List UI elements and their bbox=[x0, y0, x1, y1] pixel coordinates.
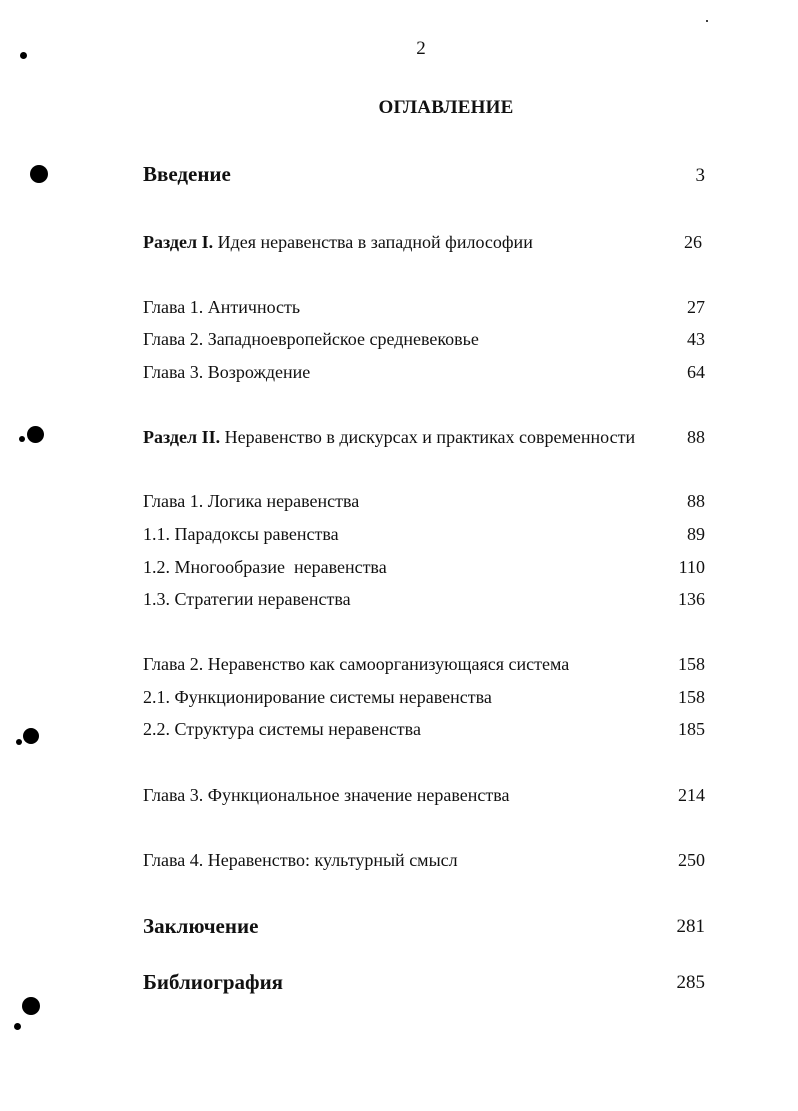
toc-entry-page: 158 bbox=[678, 654, 705, 674]
toc-entry-page: 250 bbox=[678, 850, 705, 870]
toc-entry-label: 1.3. Стратегии неравенства bbox=[143, 589, 351, 609]
toc-entry-label: Глава 3. Возрождение bbox=[143, 362, 311, 382]
toc-entry-label bbox=[143, 231, 533, 253]
toc-entry-page: 64 bbox=[687, 362, 705, 382]
toc-entry-label: Заключение bbox=[143, 914, 259, 938]
toc-entry-label: 2.2. Структура системы неравенства bbox=[143, 719, 421, 739]
toc-entry-label: Введение bbox=[143, 162, 231, 186]
section-title: Неравенство в дискурсах и практиках современности bbox=[220, 427, 636, 447]
toc-entry-page: 27 bbox=[687, 297, 705, 317]
toc-entry-label: Глава 4. Неравенство: культурный смысл bbox=[143, 850, 458, 870]
binder-hole-dot bbox=[23, 728, 39, 744]
toc-entry-label: Глава 2. Западноевропейское средневековье bbox=[143, 329, 479, 349]
toc-entry-page: 110 bbox=[678, 557, 705, 577]
toc-entry-label: Глава 2. Неравенство как самоорганизующаяся система bbox=[143, 654, 570, 674]
page-number: 2 bbox=[416, 38, 426, 59]
binder-hole-dot bbox=[30, 165, 48, 183]
toc-entry-page: 3 bbox=[695, 165, 705, 186]
section-prefix: Раздел I. bbox=[143, 232, 214, 252]
toc-entry-label: Глава 3. Функциональное значение неравенства bbox=[143, 785, 510, 805]
toc-entry-page: 88 bbox=[687, 427, 705, 447]
toc-entry-label: 1.2. Многообразие неравенства bbox=[143, 557, 387, 577]
toc-entry-page: 26 bbox=[684, 232, 702, 252]
scan-speck bbox=[14, 1023, 21, 1030]
toc-entry-label: 1.1. Парадоксы равенства bbox=[143, 524, 339, 544]
toc-entry-page: 214 bbox=[678, 785, 705, 805]
scan-speck bbox=[16, 739, 22, 745]
toc-entry-page: 185 bbox=[678, 719, 705, 739]
scan-speck bbox=[19, 436, 25, 442]
toc-entry-label: Глава 1. Античность bbox=[143, 297, 301, 317]
toc-entry-label: 2.1. Функционирование системы неравенства bbox=[143, 687, 492, 707]
toc-entry-label: Глава 1. Логика неравенства bbox=[143, 491, 360, 511]
section-prefix: Раздел II. bbox=[143, 427, 221, 447]
toc-entry-page: 158 bbox=[678, 687, 705, 707]
section-title: Идея неравенства в западной философии bbox=[213, 232, 533, 252]
binder-hole-dot bbox=[27, 426, 44, 443]
binder-hole-dot bbox=[22, 997, 40, 1015]
page-title: ОГЛАВЛЕНИЕ bbox=[378, 97, 514, 118]
toc-entry-page: 89 bbox=[687, 524, 705, 544]
toc-entry-page: 43 bbox=[687, 329, 705, 349]
scan-speck bbox=[706, 20, 708, 22]
toc-entry-label: Библиография bbox=[143, 970, 284, 994]
toc-entry-page: 88 bbox=[687, 491, 705, 511]
toc-entry-page: 285 bbox=[676, 972, 705, 993]
toc-entry-page: 281 bbox=[676, 916, 705, 937]
toc-entry-page: 136 bbox=[678, 589, 705, 609]
toc-entry-label bbox=[143, 426, 635, 448]
